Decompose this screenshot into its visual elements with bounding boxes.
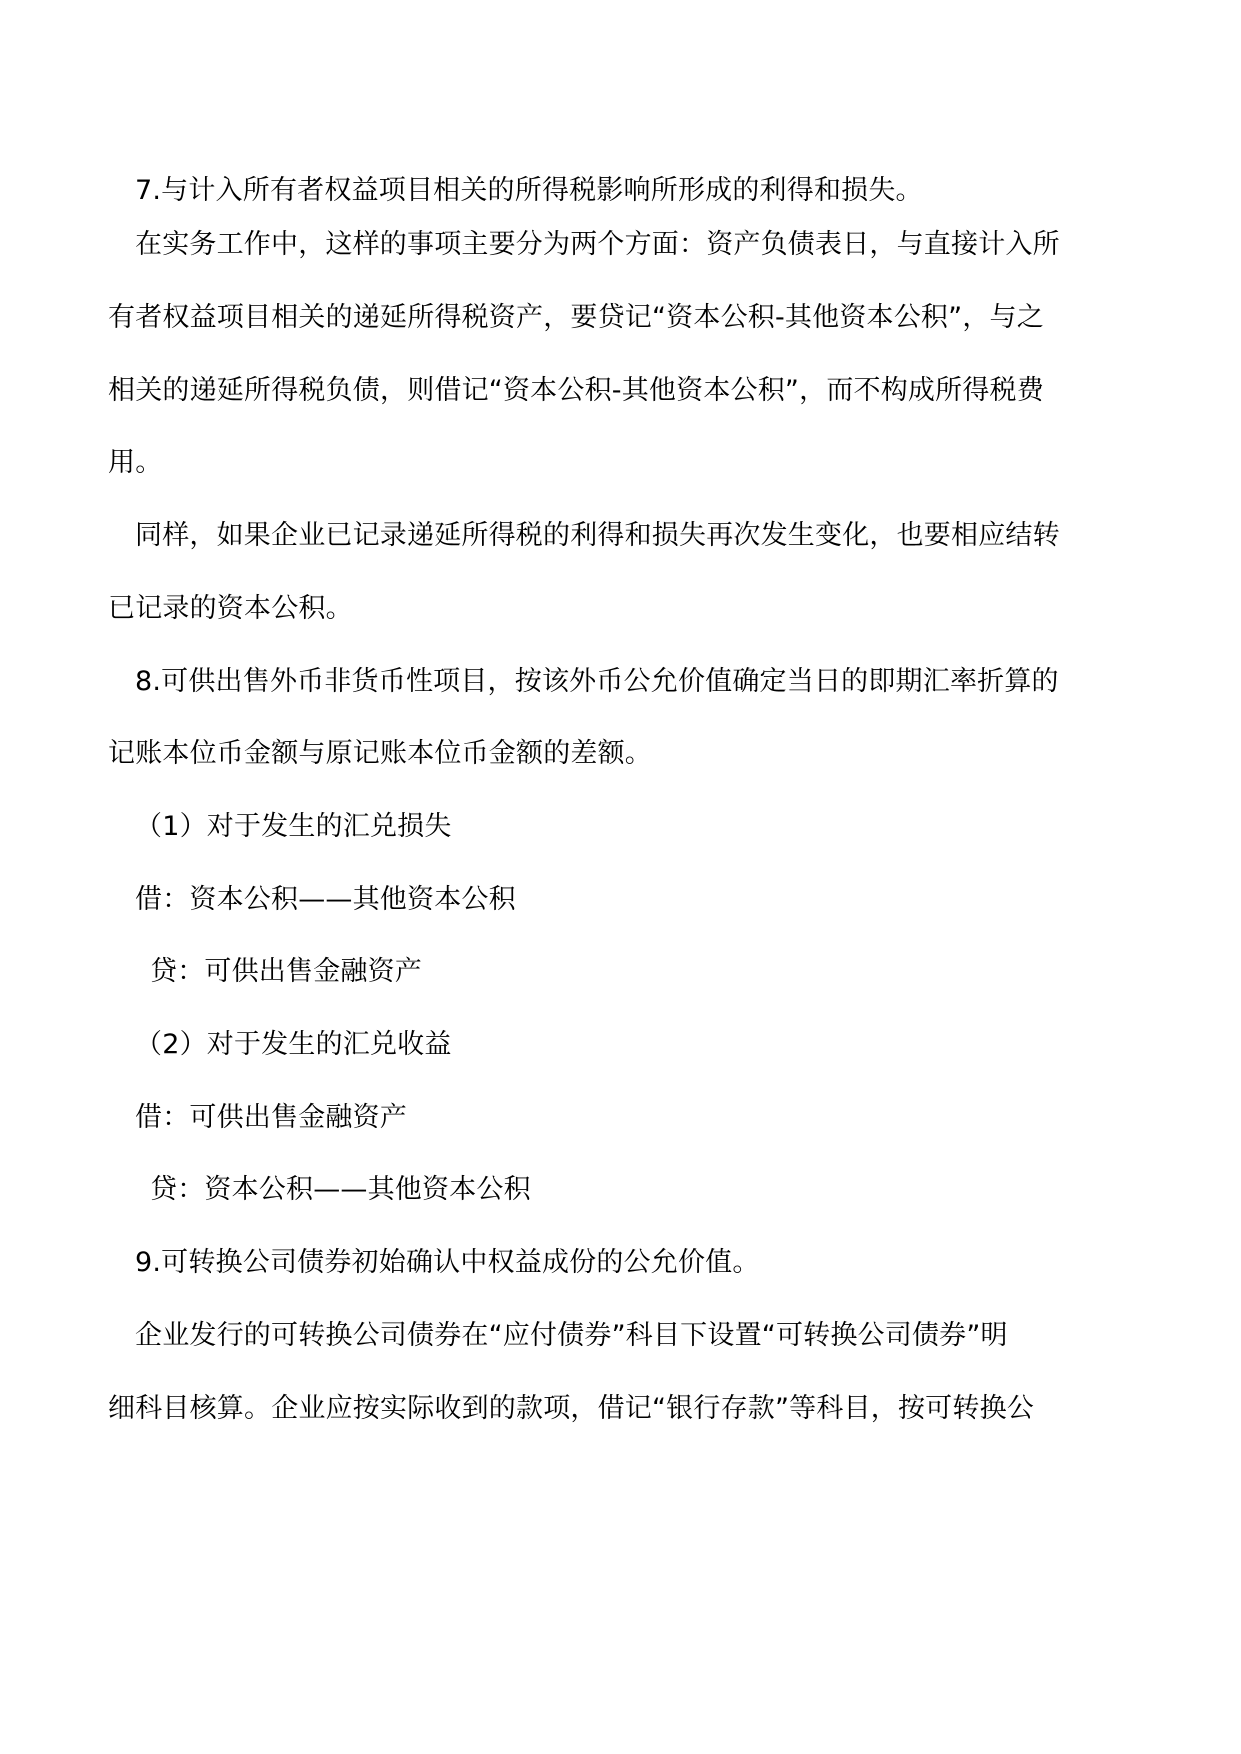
- paragraph-line: 有者权益项目相关的递延所得税资产，要贷记“资本公积-其他资本公积”，与之: [108, 302, 1044, 333]
- paragraph-line: 已记录的资本公积。: [108, 593, 353, 624]
- journal-debit-line: 借：可供出售金融资产: [135, 1102, 407, 1133]
- paragraph-9-heading: 9.可转换公司债券初始确认中权益成份的公允价值。: [135, 1247, 760, 1278]
- subheading-exchange-gain: （2）对于发生的汇兑收益: [135, 1029, 452, 1060]
- paragraph-line: 在实务工作中，这样的事项主要分为两个方面：资产负债表日，与直接计入所: [135, 229, 1060, 260]
- paragraph-8-heading: 8.可供出售外币非货币性项目，按该外币公允价值确定当日的即期汇率折算的: [135, 666, 1059, 697]
- journal-credit-line: 贷：资本公积——其他资本公积: [150, 1174, 531, 1205]
- journal-credit-line: 贷：可供出售金融资产: [150, 956, 422, 987]
- paragraph-line: 细科目核算。企业应按实际收到的款项，借记“银行存款”等科目，按可转换公: [108, 1393, 1034, 1424]
- paragraph-line: 相关的递延所得税负债，则借记“资本公积-其他资本公积”，而不构成所得税费: [108, 375, 1044, 406]
- subheading-exchange-loss: （1）对于发生的汇兑损失: [135, 811, 452, 842]
- paragraph-line: 用。: [108, 447, 163, 478]
- journal-debit-line: 借：资本公积——其他资本公积: [135, 884, 516, 915]
- paragraph-line: 企业发行的可转换公司债券在“应付债券”科目下设置“可转换公司债券”明: [135, 1320, 1008, 1351]
- paragraph-line: 同样，如果企业已记录递延所得税的利得和损失再次发生变化，也要相应结转: [135, 520, 1060, 551]
- paragraph-7-heading: 7.与计入所有者权益项目相关的所得税影响所形成的利得和损失。: [135, 175, 923, 206]
- paragraph-line: 记账本位币金额与原记账本位币金额的差额。: [108, 738, 652, 769]
